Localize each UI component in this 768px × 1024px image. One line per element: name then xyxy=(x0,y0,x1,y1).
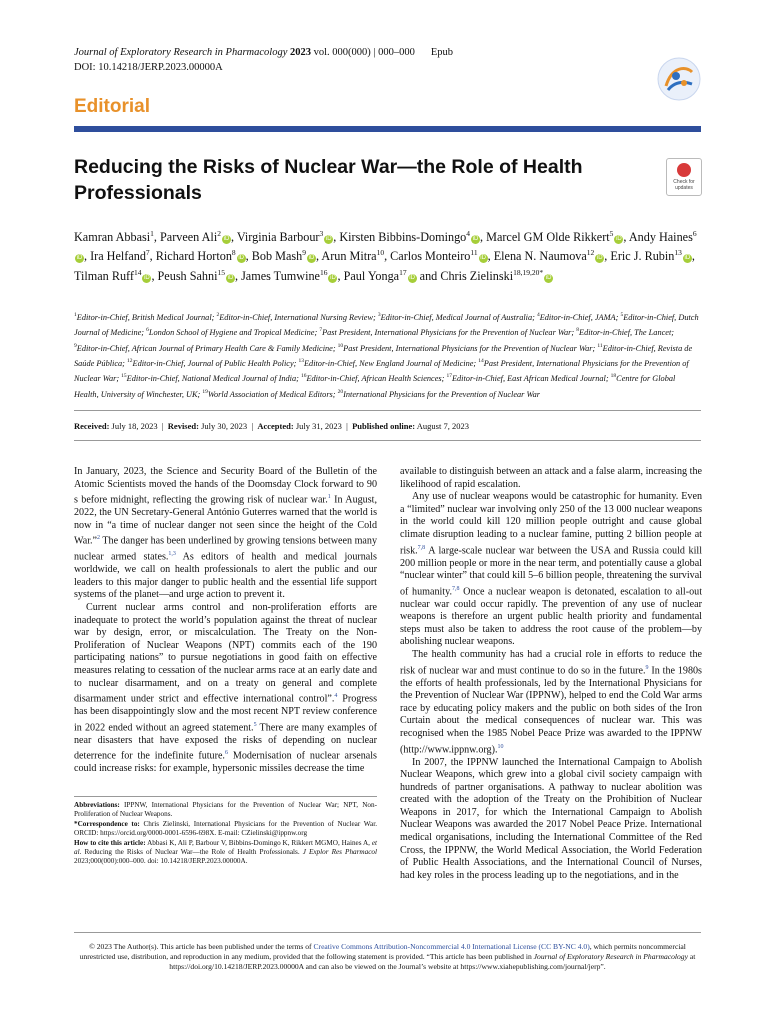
orcid-icon[interactable]: iD xyxy=(596,255,603,262)
author-separator: , xyxy=(234,268,242,283)
reference-marker[interactable]: 2 xyxy=(97,535,101,542)
reference-marker[interactable]: 10 xyxy=(497,743,504,750)
author-name: Carlos Monteiro xyxy=(390,249,471,264)
affiliation-marker: 18 xyxy=(610,373,617,380)
body-text: In 2007, the IPPNW launched the International Campaign to Abolish Nuclear Weapons, which grew into a global civil society campaign with hundreds of partner organisations. A pathway to nuclear abolition was created with the adoption of the Treaty on the Prohibition of Nuclear Weapons in 2017, for which the International Campaign to Abolish Nuclear Weapons was awarded the 2017 Nobel Peace Prize. International medical organisations, including the International Committee of the Red Cross, the IPPNW, the World Medical Association, the World Federation of Public Health Associations, and the International Council of Nurses, had key roles in the process leading up to the negotiations, and in the xyxy=(400,756,702,881)
reference-marker[interactable]: 1 xyxy=(327,494,331,501)
orcid-icon[interactable]: iD xyxy=(480,255,486,262)
author-separator: , xyxy=(333,230,340,245)
body-text: The danger has been underlined by growing tensions between many nuclear armed states. xyxy=(74,535,377,563)
author-separator: and xyxy=(416,268,441,283)
affiliation-text: London School of Hygiene and Tropical Medicine; xyxy=(148,328,320,338)
notes-divider xyxy=(74,796,377,797)
correspondence-text: Chris Zielinski, International Physicians for the Prevention of Nuclear War. ORCID: https://orcid.org/0000-0001-6596-698X. E-mail: CZielinski@ippnw.org xyxy=(74,819,377,838)
footer-text: at https://doi.org/10.14218/JERP.2023.00000A and can also be viewed on the Journal’s website at https://www.xiahepublishing.com/journal/jerp”. xyxy=(169,951,696,971)
affiliation-text: Editor-in-Chief, African Journal of Primary Health Care & Family Medicine; xyxy=(76,343,338,353)
check-updates-label-2: updates xyxy=(675,185,693,191)
affiliation-text: Past President, International Physicians for the Prevention of Nuclear War; xyxy=(74,358,689,384)
author-name: Bob Mash xyxy=(251,249,303,264)
body-paragraph xyxy=(400,466,702,491)
article-dates: Received: July 18, 2023 | Revised: July 30, 2023 | Accepted: July 31, 2023 | Published online: August 7, 2023 xyxy=(74,421,469,431)
author-separator: , xyxy=(691,249,695,264)
reference-marker[interactable]: 6 xyxy=(224,750,228,757)
doi-line: DOI: 10.14218/JERP.2023.00000A xyxy=(74,62,223,73)
author-name: Richard Horton xyxy=(155,249,232,264)
author-separator: , xyxy=(84,249,91,264)
check-for-updates-button[interactable] xyxy=(666,158,702,196)
body-text: Current nuclear arms control and non-proliferation efforts are inadequate to protect the world’s population against the threat of nuclear war by design, error, or miscalculation. The Treaty on the Non-Proliferation of Nuclear Weapons (NPT) commits each of the 190 participating nations” to pursue negotiations in good faith on effective measures relating to cessation of the nuclear arms race at an early date and to nuclear disarmament, and on a treaty on general and complete disarmament under strict and effective international control”. xyxy=(74,602,377,705)
affiliation-text: Editor-in-Chief, JAMA; xyxy=(539,312,621,322)
received-date: July 18, 2023 xyxy=(111,421,158,431)
body-paragraph xyxy=(74,602,377,776)
footer-divider xyxy=(74,932,701,933)
author-name: Kirsten Bibbins-Domingo xyxy=(339,230,467,245)
section-label: Editorial xyxy=(74,96,151,117)
divider xyxy=(74,410,701,411)
affiliation-marker: 11 xyxy=(597,342,603,349)
body-paragraph xyxy=(400,491,702,649)
author-affiliation-marker: 8 xyxy=(231,248,236,258)
author-affiliation-marker: 9 xyxy=(302,248,306,258)
affiliation-marker: 14 xyxy=(478,358,484,365)
author-affiliation-marker: 12 xyxy=(586,248,595,258)
journal-volume-info: vol. 000(000) | 000–000 xyxy=(311,47,415,58)
affiliation-marker: 17 xyxy=(446,373,452,380)
affiliation-text: Editor-in-Chief, East African Medical Journal; xyxy=(451,374,611,384)
reference-marker[interactable]: 9 xyxy=(645,664,649,671)
author-separator: , xyxy=(604,249,611,264)
affiliation-text: Editor-in-Chief, International Nursing Review; xyxy=(219,312,378,322)
author-separator: , xyxy=(153,230,160,245)
body-text: In January, 2023, the Science and Security Board of the Bulletin of the Atomic Scientists moved the hands of the Doomsday Clock forward to 90 s before midnight, reflecting the growing risk of nuclear war. xyxy=(74,466,377,506)
affiliation-text: Editor-in-Chief, New England Journal of Medicine; xyxy=(303,358,479,368)
affiliation-marker: 12 xyxy=(127,358,133,365)
affiliation-marker: 7 xyxy=(319,327,323,334)
author-separator: , xyxy=(337,268,344,283)
author-name: Marcel GM Olde Rikkert xyxy=(486,230,610,245)
citation-text: 2023;000(000):000–000. doi: 10.14218/JERP.2023.00000A. xyxy=(74,857,248,866)
citation-etal: et al. xyxy=(74,838,378,857)
affiliation-marker: 3 xyxy=(377,312,381,318)
author-affiliation-marker: 5 xyxy=(609,229,614,238)
published-label: Published online: xyxy=(352,421,416,431)
article-notes xyxy=(74,801,377,867)
body-text: The health community has had a crucial role in efforts to reduce the risk of nuclear war and must continue to do so in the future. xyxy=(400,649,702,676)
author-separator: , xyxy=(315,249,322,264)
affiliation-text: Editor-in-Chief, African Health Sciences; xyxy=(306,374,447,384)
author-name: Peush Sahni xyxy=(157,268,218,283)
affiliations xyxy=(74,309,702,401)
correspondence-label: *Correspondence to: xyxy=(74,819,140,828)
author-separator: , xyxy=(230,230,237,245)
affiliation-marker: 5 xyxy=(620,312,624,318)
footer-journal: Journal of Exploratory Research in Pharmacology xyxy=(533,951,688,961)
abbreviations-note xyxy=(74,801,377,820)
revised-label: Revised: xyxy=(167,421,199,431)
body-column-left xyxy=(74,466,377,776)
license-link[interactable]: Creative Commons Attribution-Noncommercial 4.0 International License (CC BY-NC 4.0) xyxy=(313,942,590,951)
accepted-label: Accepted: xyxy=(257,421,294,431)
affiliation-text: Past President, International Physicians for the Prevention of Nuclear War; xyxy=(343,343,598,353)
orcid-icon[interactable]: iD xyxy=(684,255,691,262)
body-text: Once a nuclear weapon is detonated, escalation to all-out nuclear war could occur rapidly. The prevention of any use of nuclear weapons is therefore an urgent public health priority and fundamental steps must also be taken to address the root cause of the problem—by abolishing nuclear weapons. xyxy=(400,586,702,648)
affiliation-marker: 8 xyxy=(576,327,580,334)
affiliation-marker: 19 xyxy=(202,388,208,395)
author-affiliation-marker: 4 xyxy=(466,229,471,238)
author-affiliation-marker: 13 xyxy=(674,248,682,258)
citation-text: Abbasi K, Ali P, Barbour V, Bibbins-Domingo K, Rikkert MGMO, Haines A, xyxy=(145,838,372,847)
author-affiliation-marker: 3 xyxy=(319,229,324,238)
affiliation-text: Editor-in-Chief, Revista de Saúde Pública; xyxy=(74,343,693,368)
author-separator: , xyxy=(384,249,391,264)
reference-marker[interactable]: 1,3 xyxy=(168,551,176,558)
epub-label: Epub xyxy=(430,47,454,58)
affiliation-marker: 9 xyxy=(74,342,77,349)
footer-text: © 2023 The Author(s). This article has been published under the terms of xyxy=(89,942,314,951)
body-text: Progress has been disappointingly slow and the most recent NPT review conference in 2022 ended without an agreed statement. xyxy=(74,693,377,734)
author-separator: , xyxy=(245,249,252,264)
orcid-icon[interactable]: iD xyxy=(308,255,315,262)
body-column-right xyxy=(400,466,702,882)
journal-name: Journal of Exploratory Research in Pharmacology xyxy=(74,47,288,58)
author-affiliation-marker: 11 xyxy=(470,248,478,258)
affiliation-text: Past President, International Physicians for the Prevention of Nuclear War; xyxy=(322,328,577,338)
orcid-icon[interactable]: iD xyxy=(330,274,336,281)
author-name: Eric J. Rubin xyxy=(610,249,675,264)
affiliation-marker: 15 xyxy=(121,373,127,380)
author-name: Elena N. Naumova xyxy=(493,249,587,264)
orcid-icon[interactable]: iD xyxy=(144,274,150,281)
author-separator: , xyxy=(151,268,158,283)
affiliation-text: World Association of Medical Editors; xyxy=(207,389,338,399)
check-updates-icon xyxy=(677,163,691,177)
affiliation-marker: 13 xyxy=(298,358,304,365)
body-text: There are many examples of near disasters that have exposed the risks of depending on nuclear deterrence for the indefinite future. xyxy=(74,722,378,762)
body-text: Modernisation of nuclear arsenals could increase risks: for example, hypersonic missiles decrease the time xyxy=(74,750,377,775)
author-name: Kamran Abbasi xyxy=(74,230,151,245)
author-name: Andy Haines xyxy=(628,230,693,245)
orcid-icon[interactable]: iD xyxy=(616,236,622,243)
author-affiliation-marker: 17 xyxy=(399,267,407,277)
affiliation-text: Editor-in-Chief, British Medical Journal; xyxy=(76,312,217,322)
reference-marker[interactable]: 7,8 xyxy=(452,585,460,592)
author-affiliation-marker: 7 xyxy=(145,248,150,258)
affiliation-text: Editor-in-Chief, National Medical Journal of India; xyxy=(126,374,301,384)
author-name: Parveen Ali xyxy=(160,230,218,245)
author-name: Ira Helfand xyxy=(90,249,146,264)
affiliation-text: Editor-in-Chief, The Lancet; xyxy=(579,328,675,338)
orcid-icon[interactable]: iD xyxy=(223,236,230,243)
affiliation-marker: 10 xyxy=(337,342,344,349)
affiliation-text: Centre for Global Health, University of Winchester, UK; xyxy=(74,374,676,399)
author-name: Paul Yonga xyxy=(343,268,400,283)
body-text: A large-scale nuclear war between the USA and Russia could kill 200 million people or more in the near term, and potentially cause a global “nuclear winter” that could kill 5–6 billion people, threatening the survival of humanity. xyxy=(400,544,702,598)
affiliation-text: International Physicians for the Prevention of Nuclear War xyxy=(343,389,540,399)
body-paragraph xyxy=(74,466,377,602)
reference-marker[interactable]: 4 xyxy=(334,693,338,700)
check-updates-label-1: Check for xyxy=(673,179,695,185)
citation-text: Reducing the Risks of Nuclear War—the Role of Health Professionals. xyxy=(81,848,303,857)
author-separator: , xyxy=(480,230,487,245)
citation-journal: J Explor Res Pharmacol xyxy=(302,848,377,857)
journal-year: 2023 xyxy=(290,47,311,58)
author-list xyxy=(74,226,702,284)
journal-citation-line xyxy=(74,47,453,58)
body-text: As editors of health and medical journals worldwide, we call on health professionals to alert the public and our leaders to this major danger to public health and the essential life support systems of the planet—and urge action to prevent it. xyxy=(74,551,377,601)
license-footer xyxy=(74,942,701,971)
author-affiliation-marker: 18,19,20* xyxy=(513,267,544,277)
affiliation-marker: 16 xyxy=(300,373,307,380)
header-rule xyxy=(74,126,701,132)
affiliation-text: Editor-in-Chief, Journal of Public Health Policy; xyxy=(132,358,299,368)
author-name: Tilman Ruff xyxy=(74,268,134,283)
body-text: In August, 2022, the UN Secretary-General António Guterres warned that the world is now in “a time of nuclear danger not seen since the height of the Cold War.” xyxy=(74,494,377,547)
author-affiliation-marker: 2 xyxy=(217,229,221,238)
author-name: Arun Mitra xyxy=(321,249,377,264)
affiliation-text: Editor-in-Chief, Dutch Journal of Medicine; xyxy=(74,312,699,338)
orcid-icon[interactable]: iD xyxy=(325,236,332,243)
affiliation-marker: 20 xyxy=(337,388,344,395)
affiliation-text: Editor-in-Chief, Medical Journal of Australia; xyxy=(380,312,537,322)
published-date: August 7, 2023 xyxy=(416,421,469,431)
author-affiliation-marker: 6 xyxy=(692,229,697,238)
affiliation-marker: 4 xyxy=(536,312,540,318)
affiliation-marker: 1 xyxy=(74,312,77,318)
author-separator: , xyxy=(623,230,629,245)
body-paragraph xyxy=(400,757,702,883)
orcid-icon[interactable]: iD xyxy=(76,255,83,262)
accepted-date: July 31, 2023 xyxy=(295,421,342,431)
journal-logo-icon xyxy=(656,56,702,102)
affiliation-marker: 2 xyxy=(216,312,220,318)
reference-marker[interactable]: 5 xyxy=(253,721,257,728)
orcid-icon[interactable]: iD xyxy=(472,236,479,243)
author-separator: , xyxy=(487,249,494,264)
abbreviations-label: Abbreviations: xyxy=(74,801,120,809)
orcid-icon[interactable]: iD xyxy=(409,274,415,281)
author-affiliation-marker: 1 xyxy=(150,229,154,238)
author-name: Chris Zielinski xyxy=(440,268,514,283)
author-affiliation-marker: 14 xyxy=(133,267,142,277)
correspondence-note xyxy=(74,820,377,839)
author-affiliation-marker: 16 xyxy=(319,267,328,277)
body-text: Any use of nuclear weapons would be catastrophic for humanity. Even a “limited” nuclear war involving only 250 of the 13 000 nuclear weapons in the world could kill 120 million people outright and cause global climate disruption leading to a nuclear famine, putting 2 billion people at risk. xyxy=(400,491,702,556)
received-label: Received: xyxy=(74,421,110,431)
orcid-icon[interactable]: iD xyxy=(238,255,244,262)
reference-marker[interactable]: 7,8 xyxy=(417,544,426,551)
orcid-icon[interactable]: iD xyxy=(227,274,234,281)
article-title: Reducing the Risks of Nuclear War—the Role of Health Professionals xyxy=(74,156,583,204)
author-name: James Tumwine xyxy=(241,268,320,283)
body-paragraph xyxy=(400,649,702,756)
author-name: Virginia Barbour xyxy=(236,230,320,245)
body-text: available to distinguish between an attack and a false alarm, increasing the likelihood of rapid escalation. xyxy=(400,466,702,490)
revised-date: July 30, 2023 xyxy=(201,421,248,431)
orcid-icon[interactable]: iD xyxy=(545,274,552,281)
citation-label: How to cite this article: xyxy=(74,838,146,847)
author-separator: , xyxy=(149,249,156,264)
author-affiliation-marker: 15 xyxy=(217,267,225,277)
citation-note xyxy=(74,839,377,867)
footer-text: , which permits noncommercial unrestricted use, distribution, and reproduction in any medium, provided that the following statement is provided. “This article has been published in xyxy=(79,942,686,961)
abbreviations-text: IPPNW, International Physicians for the Prevention of Nuclear War; NPT, Non-Proliferation of Nuclear Weapons. xyxy=(74,801,377,819)
divider xyxy=(74,440,701,441)
affiliation-marker: 6 xyxy=(146,327,149,334)
body-text: In the 1980s the efforts of health professionals, led by the International Physicians for the Prevention of Nuclear War (IPPNW), helped to end the Cold War arms race by educating policy makers and the public on both sides of the Iron Curtain about the medical consequences of nuclear war. This was recognised when the 1985 Nobel Peace Prize was awarded to the IPPNW (http://www.ippnw.org). xyxy=(400,664,702,755)
author-affiliation-marker: 10 xyxy=(376,248,385,258)
